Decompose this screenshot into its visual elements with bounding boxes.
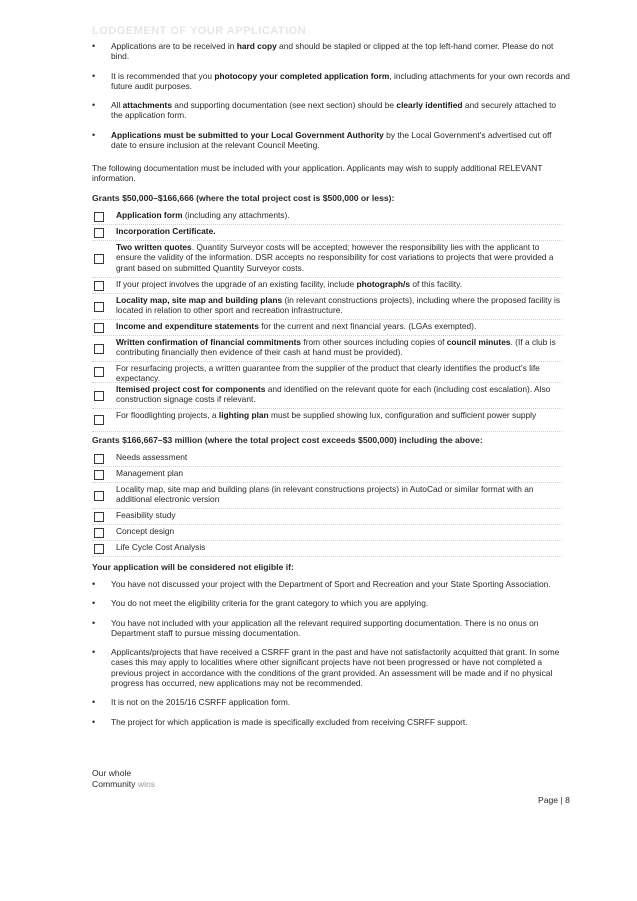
checklist-item-text — [116, 225, 562, 236]
checklist-item-text — [116, 383, 562, 405]
checklist-item-text — [116, 409, 562, 420]
checkbox[interactable] — [94, 391, 104, 401]
brand-line-1: Our whole — [92, 768, 132, 778]
bullet-item — [92, 598, 570, 608]
checkbox[interactable] — [94, 212, 104, 222]
text-run: For floodlighting projects, a — [116, 410, 219, 420]
brand-mark — [92, 768, 155, 790]
text-run: Feasibility study — [116, 510, 176, 520]
text-run: . (If a club is contributing financially then evidence of their cash at hand must be provided). — [116, 337, 556, 358]
checkbox[interactable] — [94, 470, 104, 480]
bullet-item — [92, 697, 570, 707]
checklist-item — [92, 467, 562, 483]
bullet-item — [92, 71, 570, 92]
text-run: Written confirmation of financial commitments — [116, 337, 302, 347]
text-run: council minutes — [446, 337, 511, 347]
checkbox[interactable] — [94, 281, 104, 291]
checklist-item-text — [116, 294, 562, 316]
text-run: Applications must be submitted to your Local Government Authority — [111, 129, 384, 140]
text-run: and should be stapled or clipped at the top left-hand corner. Please do not bind. — [111, 41, 554, 62]
checklist-item — [92, 409, 562, 432]
checklist-item-text — [116, 483, 562, 505]
checklist-item — [92, 541, 562, 557]
text-run: Management plan — [116, 468, 184, 478]
checkbox[interactable] — [94, 512, 104, 522]
checklist-item-text — [116, 362, 562, 384]
text-run: from other sources including copies of — [301, 337, 447, 347]
ineligible-heading: Your application will be considered not eligible if: — [92, 562, 294, 572]
text-run: You do not meet the eligibility criteria for the grant category to which you are applying. — [111, 598, 429, 609]
checkbox[interactable] — [94, 254, 104, 264]
text-run: For resurfacing projects, a written guarantee from the supplier of the product that clearly identifies the product's life expectancy. — [116, 363, 540, 384]
checklist-item-text — [116, 278, 562, 289]
bullet-item — [92, 579, 570, 589]
checklist-item — [92, 509, 562, 525]
page-number: Page | 8 — [538, 795, 570, 805]
bullet-item — [92, 130, 570, 151]
text-run: . Quantity Surveyor costs will be accepted; however the responsibility lies with the applicant to ensure the validity of the information. DSR accepts no responsibility for cost variations to projects that were provided a grant based on submitted Quantity Surveyor costs. — [116, 242, 554, 273]
intro-bullet-list — [92, 41, 570, 150]
text-run: Applications are to be received in — [111, 41, 237, 51]
checklist-item-text — [116, 336, 562, 358]
text-run: Application form — [116, 210, 183, 220]
checkbox[interactable] — [94, 302, 104, 312]
checklist-item-text — [116, 320, 562, 331]
text-run: attachments — [122, 100, 172, 111]
grants-small-checklist — [92, 209, 562, 432]
checklist-item — [92, 525, 562, 541]
grants-large-checklist — [92, 451, 562, 557]
checklist-item — [92, 278, 562, 294]
text-run: by the Local Government's advertised cut off date to ensure inclusion at the relevant Council Meeting. — [111, 129, 552, 151]
text-run: and supporting documentation (see next section) should be — [171, 100, 397, 111]
checklist-item — [92, 483, 562, 509]
checklist-item — [92, 294, 562, 320]
text-run: must be supplied showing lux, configuration and sufficient power supply — [268, 410, 537, 420]
checkbox[interactable] — [94, 228, 104, 238]
text-run: Itemised project cost for components — [116, 384, 266, 394]
text-run: , including attachments for your own records and future audit purposes. — [111, 70, 570, 91]
text-run: of this facility. — [410, 279, 463, 289]
checklist-item — [92, 451, 562, 467]
grants-large-heading: Grants $166,667–$3 million (where the total project cost exceeds $500,000) including the above: — [92, 435, 483, 445]
text-run: and identified on the relevant quote for each (including cost escalation). Also construction signage costs if relevant. — [116, 384, 551, 405]
intro-paragraph: The following documentation must be included with your application. Applicants may wish to supply additional RELEVANT information. — [92, 163, 543, 184]
text-run: clearly identified — [396, 100, 463, 111]
text-run: The project for which application is made is specifically excluded from receiving CSRFF support. — [111, 716, 468, 727]
checklist-item-text — [116, 509, 562, 520]
text-run: It is recommended that you — [111, 70, 215, 81]
bullet-item — [92, 717, 570, 727]
checklist-item-text — [116, 209, 562, 220]
text-run: All — [111, 100, 123, 111]
checklist-item — [92, 225, 562, 241]
text-run: You have not included with your application all the relevant required supporting documentation. There is no onus on Department staff to pursue missing documentation. — [111, 617, 539, 638]
text-run: Concept design — [116, 526, 175, 536]
bullet-item — [92, 41, 570, 62]
text-run: Life Cycle Cost Analysis — [116, 542, 206, 552]
text-run: for the current and next financial years. (LGAs exempted). — [258, 321, 477, 331]
checkbox[interactable] — [94, 544, 104, 554]
grants-small-heading: Grants $50,000–$166,666 (where the total project cost is $500,000 or less): — [92, 193, 395, 203]
text-run: It is not on the 2015/16 CSRFF application form. — [111, 697, 291, 708]
bullet-item — [92, 618, 570, 639]
text-run: Applicants/projects that have received a CSRFF grant in the past and have not satisfactorily acquitted that grant. In some cases this may apply to localities where other significant projects have not been progressed or have not completed a previous project in accordance with the conditions of the grant provided. An assessment will be made and if no physical progress has occurred, new applications may not be recommended. — [111, 647, 560, 689]
text-run: Two written quotes — [116, 242, 192, 252]
checklist-item-text — [116, 525, 562, 536]
checklist-item — [92, 241, 562, 278]
section-title: LODGEMENT OF YOUR APPLICATION — [92, 25, 307, 37]
checkbox[interactable] — [94, 323, 104, 333]
text-run: Locality map, site map and building plans (in relevant constructions projects) in AutoCad or similar format with an additional electronic version — [116, 484, 534, 505]
text-run: Incorporation Certificate. — [116, 226, 216, 236]
text-run: (in relevant constructions projects), including where the proposed facility is located in relation to other sport and recreation infrastructure. — [116, 295, 561, 316]
text-run: (including any attachments). — [182, 210, 290, 220]
checklist-item — [92, 336, 562, 362]
brand-word-community: Community — [92, 779, 136, 789]
text-run: photocopy your completed application form — [214, 70, 390, 81]
checklist-item — [92, 362, 562, 383]
checkbox[interactable] — [94, 528, 104, 538]
checkbox[interactable] — [94, 454, 104, 464]
checklist-item — [92, 209, 562, 225]
checkbox[interactable] — [94, 491, 104, 501]
text-run: and securely attached to the application form. — [111, 100, 557, 121]
checkbox[interactable] — [94, 415, 104, 425]
text-run: Needs assessment — [116, 452, 188, 462]
text-run: hard copy — [236, 41, 277, 51]
text-run: You have not discussed your project with the Department of Sport and Recreation and your State Sporting Association. — [111, 579, 551, 589]
bullet-item — [92, 100, 570, 121]
ineligible-bullet-list — [92, 579, 570, 727]
text-run: photograph/s — [356, 279, 411, 289]
brand-word-wins: wins — [137, 779, 156, 789]
checklist-item-text — [116, 241, 562, 273]
checklist-item-text — [116, 541, 562, 552]
checklist-item-text — [116, 451, 562, 462]
text-run: Income and expenditure statements — [116, 321, 259, 331]
text-run: lighting plan — [218, 410, 269, 420]
bullet-item — [92, 647, 570, 688]
checklist-item — [92, 383, 562, 409]
checklist-item — [92, 320, 562, 336]
checkbox[interactable] — [94, 344, 104, 354]
text-run: Locality map, site map and building plans — [116, 295, 283, 305]
text-run: If your project involves the upgrade of an existing facility, include — [116, 279, 357, 289]
checkbox[interactable] — [94, 367, 104, 377]
checklist-item-text — [116, 467, 562, 478]
